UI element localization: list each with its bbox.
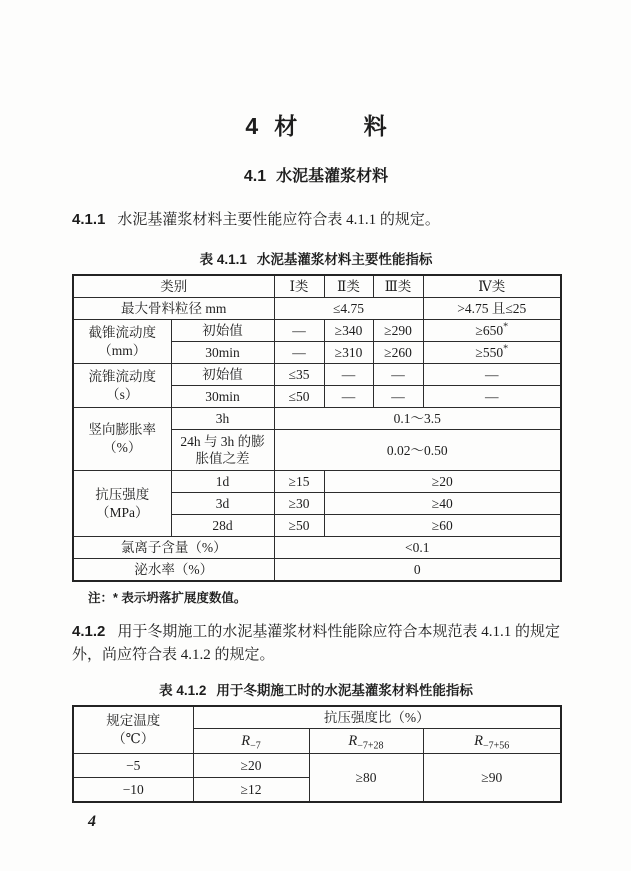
r-minus7plus28-header (309, 729, 423, 754)
cell-value: 0.1～3.5 (274, 408, 561, 430)
cell-value: ≥260 (373, 342, 423, 364)
aggregate-label: 最大骨料粒径 mm (73, 298, 274, 320)
cell-value: ≥20 (324, 471, 561, 493)
chapter-number: 4 (245, 113, 259, 139)
row-label: 初始值 (171, 320, 274, 342)
expansion-group (73, 408, 171, 471)
cell-value: ≥12 (193, 778, 309, 802)
note-text: * 表示坍落扩展度数值。 (113, 591, 247, 605)
clause-number: 4.1.2 (72, 623, 106, 640)
table2-caption (72, 682, 560, 699)
cell-value (423, 342, 561, 364)
table-row (73, 706, 561, 729)
note-label: 注： (88, 591, 114, 605)
cell-value: ≥40 (324, 493, 561, 515)
clause-4-1-2 (72, 620, 560, 667)
row-label: 初始值 (171, 364, 274, 386)
group-name: 流锥流动度 (88, 368, 156, 384)
table-row (73, 754, 561, 778)
r-minus7-header (193, 729, 309, 754)
table-4-1-2 (72, 705, 562, 803)
table-row (73, 408, 561, 430)
cell-value: — (324, 386, 373, 408)
bleeding-label: 泌水率（%） (73, 559, 274, 582)
table-row (73, 298, 561, 320)
flow-cone-group (73, 364, 171, 408)
footnote-asterisk: * (503, 343, 509, 355)
temp-header (73, 706, 193, 754)
r-subscript: −7 (250, 740, 261, 752)
clause-text: 水泥基灌浆材料主要性能应符合表 4.1.1 的规定。 (117, 212, 440, 228)
header-class-2: Ⅱ类 (324, 275, 373, 298)
cell-value: ≤35 (274, 364, 324, 386)
cell-value: ≥15 (274, 471, 324, 493)
cell-value: — (373, 386, 423, 408)
strength-group (73, 471, 171, 537)
table2-caption-title: 用于冬期施工时的水泥基灌浆材料性能指标 (216, 683, 473, 698)
r-symbol: R (348, 733, 358, 749)
r-symbol: R (474, 733, 484, 749)
cell-value (423, 320, 561, 342)
header-class-4: Ⅳ类 (423, 275, 561, 298)
group-unit: （%） (103, 440, 142, 455)
cell-value: — (274, 342, 324, 364)
group-name: 抗压强度 (95, 486, 150, 502)
cell-value: ≥20 (193, 754, 309, 778)
row-label: 3d (171, 493, 274, 515)
header-class-3: Ⅲ类 (373, 275, 423, 298)
page-number: 4 (88, 813, 96, 830)
cell-value-main: ≥550 (475, 345, 504, 360)
header-class-1: Ⅰ类 (274, 275, 324, 298)
cell-value: ≥340 (324, 320, 373, 342)
cell-value: — (324, 364, 373, 386)
table2-caption-number: 表 4.1.2 (159, 683, 207, 698)
cell-value: ≥310 (324, 342, 373, 364)
cell-value: ≥90 (423, 754, 561, 802)
cell-value-main: ≥650 (475, 323, 504, 338)
row-label: 28d (171, 515, 274, 537)
r-symbol: R (241, 733, 251, 749)
table-row (73, 364, 561, 386)
chloride-label: 氯离子含量（%） (73, 537, 274, 559)
chapter-title: 材 料 (274, 113, 417, 139)
cell-value: ≥50 (274, 515, 324, 537)
row-label: 1d (171, 471, 274, 493)
row-label: 24h 与 3h 的膨胀值之差 (171, 430, 274, 471)
cell-value: — (373, 364, 423, 386)
table1-caption-number: 表 4.1.1 (199, 252, 247, 267)
ratio-header: 抗压强度比（%） (193, 706, 561, 729)
cell-value: ≤50 (274, 386, 324, 408)
temp-value: −10 (73, 778, 193, 802)
table-row (73, 320, 561, 342)
table-row (73, 559, 561, 582)
r-subscript: −7+56 (483, 740, 510, 752)
table-4-1-1 (72, 274, 562, 582)
cell-value: ≥30 (274, 493, 324, 515)
table-row (73, 537, 561, 559)
section-number: 4.1 (243, 168, 267, 185)
group-unit: （s） (106, 386, 139, 402)
clause-text: 用于冬期施工的水泥基灌浆材料性能除应符合本规范表 4.1.1 的规定外，尚应符合表 4.1.2 的规定。 (72, 624, 560, 663)
clause-4-1-1 (72, 208, 560, 232)
row-label: 30min (171, 386, 274, 408)
chapter-heading (72, 112, 560, 140)
table1-caption (72, 251, 560, 268)
footnote-asterisk: * (503, 321, 509, 333)
group-unit: （mm） (98, 342, 147, 358)
bleeding-value: 0 (274, 559, 561, 582)
table-row (73, 471, 561, 493)
cell-value: 0.02～0.50 (274, 430, 561, 471)
cell-value: — (423, 386, 561, 408)
aggregate-value-123: ≤4.75 (274, 298, 423, 320)
cell-value: — (274, 320, 324, 342)
cell-value: — (423, 364, 561, 386)
cell-value: ≥80 (309, 754, 423, 802)
cell-value: ≥60 (324, 515, 561, 537)
table1-caption-title: 水泥基灌浆材料主要性能指标 (256, 252, 433, 267)
group-name: 截锥流动度 (88, 324, 156, 340)
header-category: 类别 (73, 275, 274, 298)
aggregate-value-4: >4.75 且≤25 (423, 298, 561, 320)
temp-label: 规定温度 (106, 713, 161, 728)
group-name: 竖向膨胀率 (88, 422, 156, 437)
table1-note (88, 590, 560, 606)
truncated-cone-group (73, 320, 171, 364)
clause-number: 4.1.1 (72, 211, 106, 228)
chloride-value: <0.1 (274, 537, 561, 559)
section-heading (72, 167, 560, 187)
temp-unit: （℃） (112, 731, 155, 746)
r-minus7plus56-header (423, 729, 561, 754)
section-title: 水泥基灌浆材料 (276, 168, 389, 185)
row-label: 30min (171, 342, 274, 364)
group-unit: （MPa） (95, 504, 149, 520)
r-subscript: −7+28 (357, 740, 384, 752)
cell-value: ≥290 (373, 320, 423, 342)
temp-value: −5 (73, 754, 193, 778)
row-label: 3h (171, 408, 274, 430)
table-row (73, 275, 561, 298)
